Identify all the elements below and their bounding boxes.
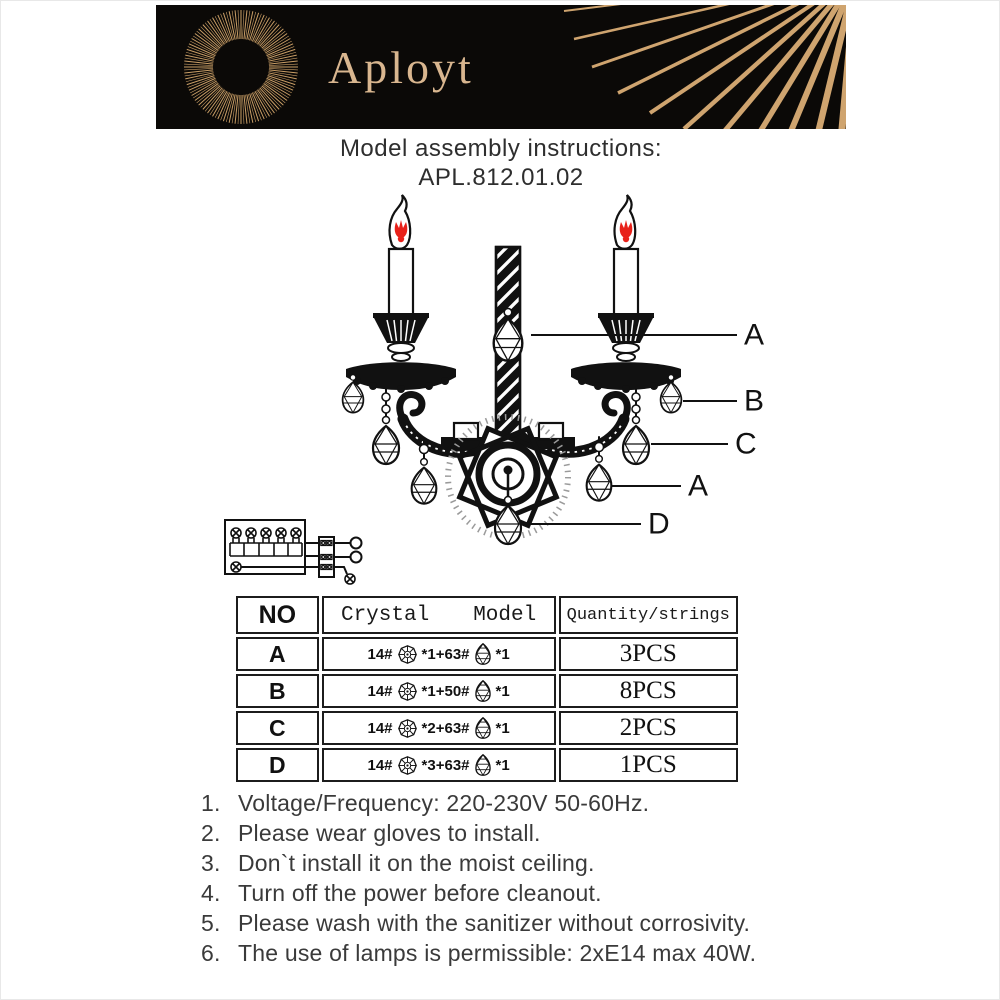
brand-banner (156, 5, 846, 129)
instruction-item (201, 790, 871, 820)
left-candle (346, 195, 456, 393)
spec-size: 14# (367, 645, 393, 663)
teardrop-crystal-icon (475, 643, 491, 665)
row-letter: A (236, 637, 319, 671)
spec-size: 14# (367, 756, 393, 774)
instruction-number: 2. (201, 820, 221, 846)
model-number: APL.812.01.02 (418, 164, 584, 191)
right-candle (571, 195, 681, 393)
instruction-text: Voltage/Frequency: 220-230V 50-60Hz. (238, 790, 650, 816)
instruction-text: The use of lamps is permissible: 2xE14 max 40W. (238, 940, 757, 966)
quantity-value: 3PCS (559, 637, 738, 671)
part-label-a-top: A (744, 318, 765, 352)
page-title: Model assembly instructions: (339, 135, 663, 162)
part-label-a-bottom: A (688, 469, 709, 503)
table-row-b (236, 674, 738, 708)
quantity-value: 8PCS (559, 674, 738, 708)
spec-drop-count: *1 (495, 756, 510, 774)
instruction-item (201, 820, 871, 850)
instruction-number: 3. (201, 850, 221, 876)
instruction-number: 5. (201, 910, 221, 936)
table-header-row (236, 596, 738, 634)
instruction-item (201, 880, 871, 910)
teardrop-crystal-icon (475, 680, 491, 702)
row-letter: C (236, 711, 319, 745)
crystal-drop-a-left (412, 459, 437, 504)
octagon-bead-icon (398, 645, 417, 664)
corner-rays-decoration (564, 5, 846, 129)
instruction-text: Please wash with the sanitizer without corrosivity. (238, 910, 751, 936)
spec-count: *3+63# (421, 756, 470, 774)
header-model: Model (473, 603, 537, 627)
header-quantity: Quantity/strings (559, 596, 738, 634)
table-row-c (236, 711, 738, 745)
row-letter: D (236, 748, 319, 782)
header-crystal-model (322, 596, 556, 634)
instruction-item (201, 910, 871, 940)
table-row-a (236, 637, 738, 671)
instruction-text: Turn off the power before cleanout. (238, 880, 602, 906)
instruction-number: 1. (201, 790, 221, 816)
part-label-b: B (744, 384, 765, 418)
wiring-diagram (216, 513, 376, 595)
instruction-number: 6. (201, 940, 221, 966)
lamp-symbols (231, 528, 301, 538)
instructions-list (201, 790, 871, 970)
spec-size: 14# (367, 682, 393, 700)
instruction-number: 4. (201, 880, 221, 906)
spec-drop-count: *1 (495, 682, 510, 700)
teardrop-crystal-icon (475, 754, 491, 776)
instruction-text: Please wear gloves to install. (238, 820, 541, 846)
teardrop-crystal-icon (475, 717, 491, 739)
octagon-bead-icon (398, 682, 417, 701)
quantity-value: 2PCS (559, 711, 738, 745)
table-row-d (236, 748, 738, 782)
quantity-value: 1PCS (559, 748, 738, 782)
brand-name: Aployt (328, 42, 474, 93)
crystal-spec (322, 674, 556, 708)
header-crystal: Crystal (340, 603, 430, 627)
octagon-bead-icon (398, 756, 417, 775)
crystal-drop-c-left (373, 417, 399, 465)
parts-table (233, 593, 741, 785)
spec-drop-count: *1 (495, 645, 510, 663)
octagon-bead-icon (398, 719, 417, 738)
crystal-spec (322, 711, 556, 745)
spec-drop-count: *1 (495, 719, 510, 737)
instruction-text: Don`t install it on the moist ceiling. (238, 850, 595, 876)
sunburst-logo-icon (181, 7, 300, 126)
row-letter: B (236, 674, 319, 708)
instruction-item (201, 940, 871, 970)
crystal-spec (322, 748, 556, 782)
crystal-spec (322, 637, 556, 671)
terminal-block (319, 537, 334, 577)
spec-count: *1+50# (421, 682, 470, 700)
banner-art (156, 5, 846, 129)
part-label-d: D (648, 507, 670, 541)
spec-count: *1+63# (421, 645, 470, 663)
spec-count: *2+63# (421, 719, 470, 737)
sconce-diagram (291, 189, 771, 551)
part-label-c: C (735, 427, 757, 461)
crystal-drop-a-right (587, 456, 612, 501)
header-no: NO (236, 596, 319, 634)
instruction-item (201, 850, 871, 880)
spec-size: 14# (367, 719, 393, 737)
